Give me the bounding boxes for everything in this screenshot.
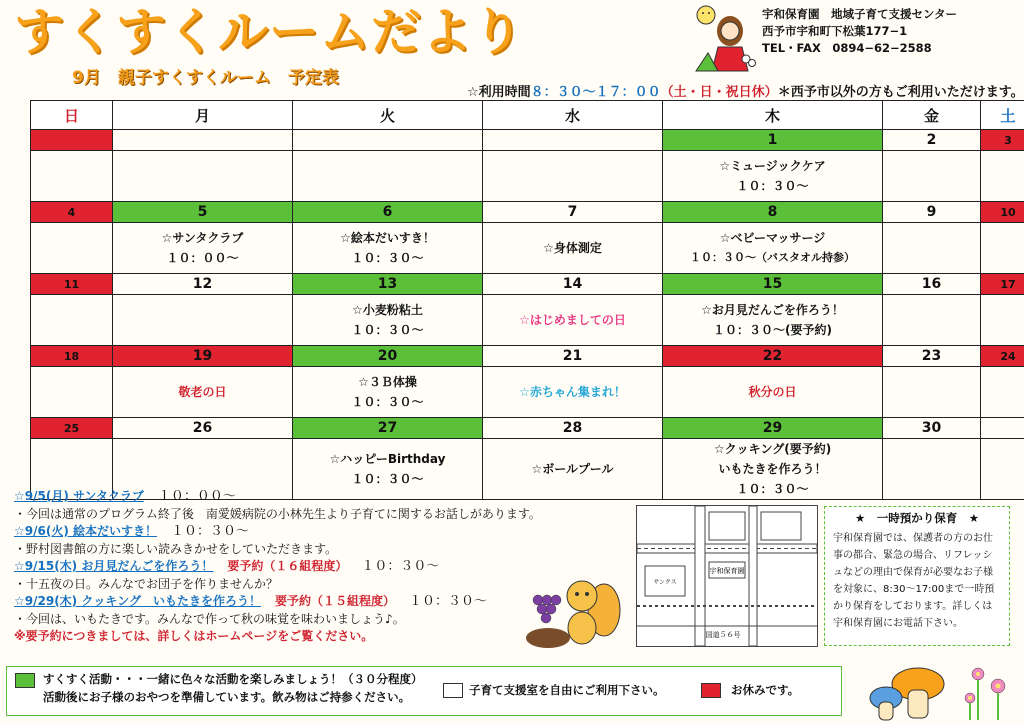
calendar-date-cell: 24 [981, 346, 1024, 367]
note-heading: ☆9/5(月) サンタクラブ [14, 489, 144, 503]
weekday-wed: 水 [483, 101, 663, 130]
moon-viewing-girl-illustration [688, 3, 756, 73]
calendar-event-cell [31, 223, 113, 274]
calendar-event-row [31, 151, 1024, 202]
calendar-date-row [31, 418, 1024, 439]
calendar-date-cell [483, 130, 663, 151]
note-heading-line [14, 488, 541, 506]
calendar-date-cell: 13 [293, 274, 483, 295]
calendar-event-cell [663, 151, 883, 202]
weekday-thu: 木 [663, 101, 883, 130]
event-line: １０：３０〜 [736, 482, 809, 496]
calendar-event-cell [483, 295, 663, 346]
event-line: １０：３０〜（バスタオル持参） [690, 251, 855, 264]
hours-time: ８：３０〜１７：００ [530, 85, 661, 100]
event-line: ☆クッキング(要予約) [713, 442, 832, 456]
calendar-date-cell [981, 418, 1024, 439]
calendar-event-cell [113, 367, 293, 418]
legend-green-swatch [15, 673, 35, 688]
note-time: １０：３０〜 [171, 524, 250, 539]
org-tel: TEL・FAX 0894−62−2588 [762, 41, 932, 55]
calendar-date-cell: 9 [883, 202, 981, 223]
note-reservation: 要予約（１５組程度） [274, 594, 395, 608]
calendar-date-cell: 26 [113, 418, 293, 439]
reservation-warning: ※要予約につきましては、詳しくはホームページをご覧ください。 [14, 629, 374, 643]
temp-care-title: ★ 一時預かり保育 ★ [854, 511, 980, 525]
note-time: １０：３０〜 [409, 594, 488, 609]
calendar-event-cell [113, 223, 293, 274]
hours-prefix: ☆利用時間 [467, 85, 531, 100]
note-body: ・野村図書館の方に楽しい読みきかせをしていただきます。 [14, 541, 338, 556]
calendar-date-cell: 29 [663, 418, 883, 439]
legend-white-swatch [443, 683, 463, 698]
note-body: ・今回は、いもたきです。みんなで作って秋の味覚を味わいましょう♪。 [14, 611, 405, 626]
organization-info [762, 6, 957, 57]
schedule-subtitle: 9月 親子すくすくルーム 予定表 [72, 68, 339, 88]
hours-note: ＊西予市以外の方もご利用いただけます。 [777, 85, 1024, 100]
weekday-sun: 日 [31, 101, 113, 130]
temp-care-body: 宇和保育園では、保護者の方のお仕事の都合、緊急の場合、リフレッシュなどの理由で保育が必要なお子様を対象に、8:30〜17:00まで一時預かり保育をしております。詳しくは宇和保育園にお電話下さい。 [833, 533, 995, 629]
calendar-date-row [31, 274, 1024, 295]
calendar-date-cell: 4 [31, 202, 113, 223]
calendar-date-cell: 12 [113, 274, 293, 295]
calendar-date-cell [293, 130, 483, 151]
note-heading: ☆9/6(火) 絵本だいすき！ [14, 524, 157, 538]
map-label-store: サンクス [653, 579, 677, 586]
newsletter-title: すくすくルームだより [14, 3, 524, 61]
calendar-event-cell [293, 223, 483, 274]
event-line: ☆ミュージックケア [719, 159, 826, 173]
calendar-date-cell: 1 [663, 130, 883, 151]
event-line: ☆ハッピーBirthday [329, 452, 446, 466]
calendar-event-cell [981, 295, 1024, 346]
calendar-date-cell: 28 [483, 418, 663, 439]
event-line: ☆小麦粉粘土 [352, 303, 423, 317]
weekday-fri: 金 [883, 101, 981, 130]
calendar-date-cell: 11 [31, 274, 113, 295]
calendar-date-cell: 2 [883, 130, 981, 151]
calendar-date-cell: 25 [31, 418, 113, 439]
event-line: １０：３０〜 [736, 179, 809, 193]
calendar-event-cell [883, 223, 981, 274]
calendar-date-cell: 7 [483, 202, 663, 223]
note-reservation: 要予約（１６組程度） [227, 559, 348, 573]
weekday-sat: 土 [981, 101, 1024, 130]
calendar-event-cell [663, 295, 883, 346]
hours-closed: （土・日・祝日休） [660, 85, 778, 100]
weekday-tue: 火 [293, 101, 483, 130]
note-body: ・十五夜の日。みんなでお団子を作りませんか？ [14, 576, 279, 591]
event-line: １０：３０〜 [351, 251, 424, 265]
calendar-event-cell [883, 367, 981, 418]
calendar-date-cell: 8 [663, 202, 883, 223]
calendar-date-cell: 10 [981, 202, 1024, 223]
calendar-date-cell: 6 [293, 202, 483, 223]
calendar-date-cell: 20 [293, 346, 483, 367]
calendar-event-row [31, 223, 1024, 274]
calendar-event-cell [883, 295, 981, 346]
calendar-date-cell: 17 [981, 274, 1024, 295]
legend-red-text: お休みです。 [731, 683, 800, 697]
calendar-event-cell [981, 151, 1024, 202]
calendar-weekday-header [31, 101, 1024, 130]
mushroom-flower-illustration [858, 654, 1024, 724]
calendar-event-cell [883, 151, 981, 202]
calendar-event-row [31, 295, 1024, 346]
event-line: 秋分の日 [748, 385, 797, 399]
calendar-date-row [31, 202, 1024, 223]
legend-white-text: 子育て支援室を自由にご利用下さい。 [469, 683, 665, 697]
event-line: １０：００〜 [166, 251, 239, 265]
squirrel-grapes-illustration [520, 570, 624, 650]
access-map [636, 505, 818, 647]
event-line: ☆絵本だいすき！ [340, 231, 435, 245]
calendar-event-cell [113, 295, 293, 346]
event-line: ☆サンタクラブ [161, 231, 244, 245]
event-line: １０：３０〜 [351, 395, 424, 409]
event-line: １０：３０〜 [351, 323, 424, 337]
calendar-event-cell [293, 295, 483, 346]
calendar-event-cell [31, 151, 113, 202]
calendar-date-cell: 3 [981, 130, 1024, 151]
weekday-mon: 月 [113, 101, 293, 130]
calendar-event-cell [113, 151, 293, 202]
calendar-date-cell: 27 [293, 418, 483, 439]
event-line: いもたきを作ろう！ [718, 462, 827, 476]
event-line: ☆お月見だんごを作ろう！ [701, 303, 844, 317]
calendar-date-cell [113, 130, 293, 151]
calendar-event-cell [663, 367, 883, 418]
legend-red-swatch [701, 683, 721, 698]
map-label-route56: 国道５６号 [705, 631, 741, 639]
note-time: １０：００〜 [157, 489, 236, 504]
calendar-event-cell [883, 439, 981, 500]
calendar-date-cell: 5 [113, 202, 293, 223]
event-line: ☆赤ちゃん集まれ！ [519, 385, 626, 399]
calendar-date-cell: 23 [883, 346, 981, 367]
calendar-date-cell: 19 [113, 346, 293, 367]
calendar-event-cell [483, 367, 663, 418]
calendar-date-row [31, 346, 1024, 367]
legend-green-line1: すくすく活動・・・一緒に色々な活動を楽しみましょう！（３０分程度） [43, 672, 423, 686]
temporary-childcare-box [824, 506, 1010, 646]
event-line: １０：３０〜 [351, 472, 424, 486]
note-heading: ☆9/15(木) お月見だんごを作ろう！ [14, 559, 214, 573]
calendar-event-cell [31, 295, 113, 346]
org-address: 西予市宇和町下松葉177−1 [762, 24, 908, 38]
calendar-event-cell [483, 151, 663, 202]
legend [6, 666, 842, 716]
event-line: ☆ボールプール [531, 462, 614, 476]
calendar-date-cell: 14 [483, 274, 663, 295]
calendar-event-row [31, 367, 1024, 418]
note-heading: ☆9/29(木) クッキング いもたきを作ろう！ [14, 594, 261, 608]
calendar-date-cell: 22 [663, 346, 883, 367]
calendar-date-cell: 15 [663, 274, 883, 295]
calendar-date-cell: 21 [483, 346, 663, 367]
note-time: １０：３０〜 [361, 559, 440, 574]
hours-line [467, 81, 1024, 100]
event-notes [14, 488, 541, 646]
calendar-date-cell [31, 130, 113, 151]
note-heading-line [14, 523, 541, 541]
note-body: ・今回は通常のプログラム終了後 南愛媛病院の小林先生より子育てに関するお話しがあります。 [14, 506, 541, 521]
event-line: １０：３０〜(要予約) [713, 323, 832, 337]
calendar-event-cell [293, 151, 483, 202]
calendar-date-row [31, 130, 1024, 151]
calendar-event-cell [981, 367, 1024, 418]
calendar-event-cell [31, 367, 113, 418]
event-line: ☆はじめましての日 [519, 313, 626, 327]
map-label-nursery: 宇和保育園 [709, 567, 745, 575]
note-heading-line [14, 558, 541, 576]
calendar-event-cell [293, 367, 483, 418]
calendar-date-cell: 16 [883, 274, 981, 295]
org-name: 宇和保育園 地域子育て支援センター [762, 7, 958, 21]
event-line: 敬老の日 [178, 385, 227, 399]
calendar-table [30, 100, 1024, 500]
calendar-event-cell [483, 223, 663, 274]
calendar-event-cell [981, 223, 1024, 274]
calendar-event-cell [981, 439, 1024, 500]
calendar-event-cell [663, 439, 883, 500]
legend-green-line2: 活動後にお子様のおやつを準備しています。飲み物はご持参ください。 [43, 690, 411, 704]
event-line: ☆身体測定 [543, 241, 602, 255]
event-line: ☆ベビーマッサージ [719, 231, 826, 245]
calendar-event-cell [663, 223, 883, 274]
event-line: ☆３Ｂ体操 [358, 375, 417, 389]
calendar-date-cell: 18 [31, 346, 113, 367]
note-heading-line [14, 593, 541, 611]
calendar-date-cell: 30 [883, 418, 981, 439]
